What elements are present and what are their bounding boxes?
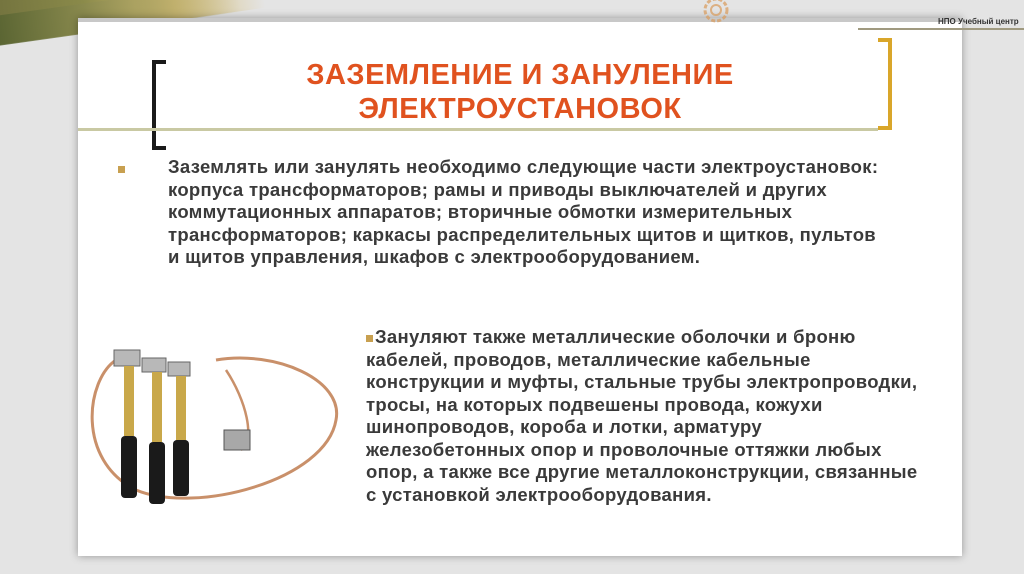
title-line-2: ЭЛЕКТРОУСТАНОВОК — [358, 93, 682, 125]
logo-text: НПО Учебный центр — [938, 17, 1019, 26]
title-line-1: ЗАЗЕМЛЕНИЕ И ЗАНУЛЕНИЕ — [306, 59, 734, 91]
slide-top-rule — [78, 18, 962, 22]
bullet-marker — [118, 166, 125, 173]
logo-underline — [858, 28, 1024, 30]
title-bracket-left — [152, 60, 166, 150]
paragraph-1: Заземлять или занулять необходимо следующие части электроустановок: корпуса трансформаторов; рамы и приводы выключателей и других коммутационных аппаратов; вторичные обмотки измерительных трансформаторов; каркасы распределительных щитов и щитков, пультов и щитов управления, шкафов с электрооборудованием. — [168, 156, 879, 267]
paragraph-2: Зануляют также металлические оболочки и броню кабелей, проводов, металлические кабельные конструкции и муфты, стальные трубы электропроводки, тросы, на которых подвешены провода, кожухи шинопроводов, короба и лотки, арматуру железобетонных опор и проволочные оттяжки любых опор, а также все другие металлоконструкции, связанные с установкой электрооборудования. — [366, 326, 918, 505]
grounding-clamp-image — [76, 340, 366, 510]
title-bracket-right — [878, 38, 892, 130]
bullet-marker — [366, 335, 373, 342]
title-underline — [78, 128, 878, 131]
gear-logo-icon — [694, 0, 738, 32]
paragraph-2-container — [366, 326, 926, 506]
bullet-item-2 — [366, 326, 926, 506]
page-title — [180, 58, 860, 126]
